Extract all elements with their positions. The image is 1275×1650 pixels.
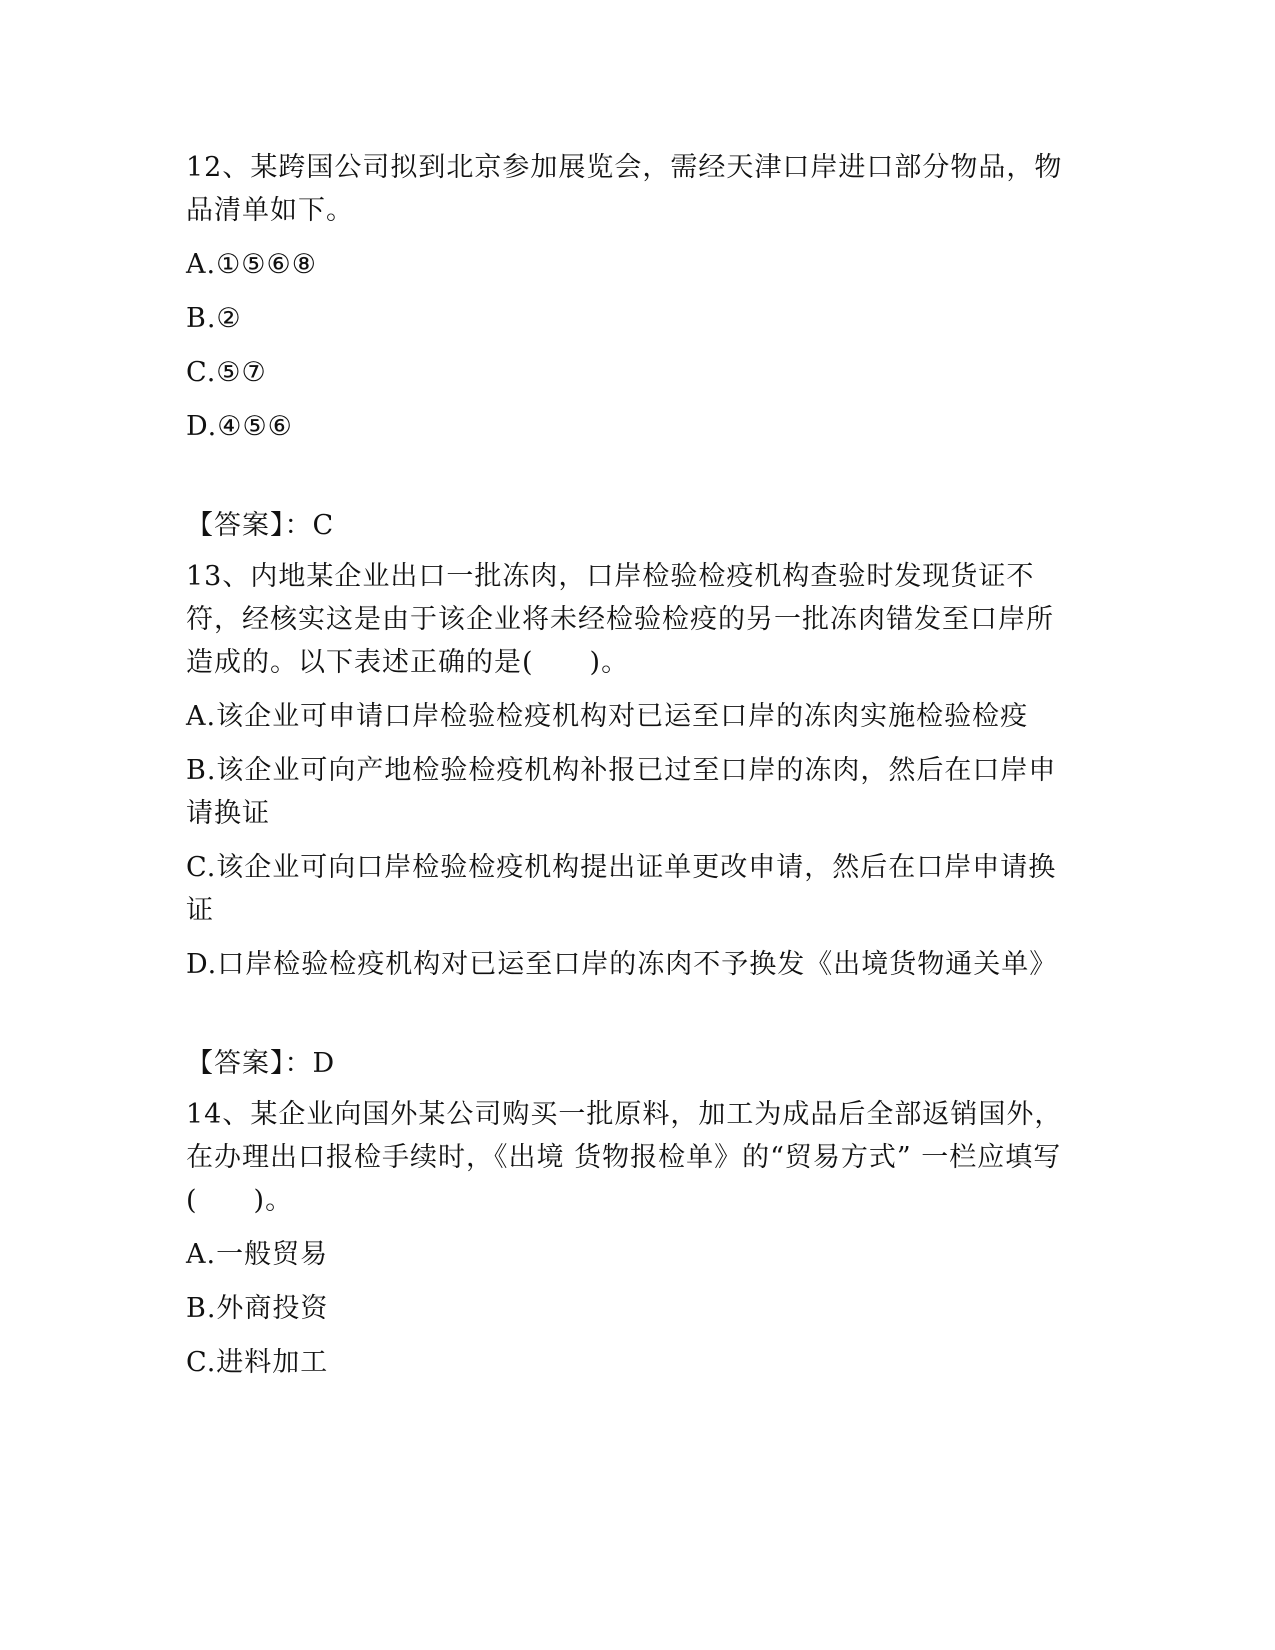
option-a: A.一般贸易 bbox=[186, 1239, 329, 1270]
question-14 bbox=[186, 1093, 1066, 1384]
option-b: B.② bbox=[186, 303, 242, 334]
option-b: B.该企业可向产地检验检疫机构补报已过至口岸的冻肉，然后在口岸申请换证 bbox=[186, 755, 1057, 829]
question-stem: 12、某跨国公司拟到北京参加展览会，需经天津口岸进口部分物品，物品清单如下。 bbox=[186, 152, 1063, 226]
question-13 bbox=[186, 555, 1066, 1085]
option-a: A.该企业可申请口岸检验检疫机构对已运至口岸的冻肉实施检验检疫 bbox=[186, 701, 1029, 732]
answer-line: 【答案】：C bbox=[186, 510, 335, 541]
option-c: C.⑤⑦ bbox=[186, 357, 267, 388]
option-d: D.口岸检验检疫机构对已运至口岸的冻肉不予换发《出境货物通关单》 bbox=[186, 949, 1058, 980]
option-c: C.进料加工 bbox=[186, 1347, 329, 1378]
question-stem: 13、内地某企业出口一批冻肉，口岸检验检疫机构查验时发现货证不符，经核实这是由于该企业将未经检验检疫的另一批冻肉错发至口岸所造成的。以下表述正确的是( )。 bbox=[186, 561, 1054, 678]
option-b: B.外商投资 bbox=[186, 1293, 329, 1324]
question-stem: 14、某企业向国外某公司购买一批原料，加工为成品后全部返销国外，在办理出口报检手续时，《出境 货物报检单》的“贸易方式” 一栏应填写( )。 bbox=[186, 1099, 1063, 1216]
answer-line: 【答案】：D bbox=[186, 1048, 336, 1079]
question-12 bbox=[186, 146, 1066, 547]
option-a: A.①⑤⑥⑧ bbox=[186, 249, 317, 280]
document-page bbox=[186, 140, 1066, 1384]
option-d: D.④⑤⑥ bbox=[186, 411, 293, 442]
option-c: C.该企业可向口岸检验检疫机构提出证单更改申请，然后在口岸申请换证 bbox=[186, 852, 1057, 926]
